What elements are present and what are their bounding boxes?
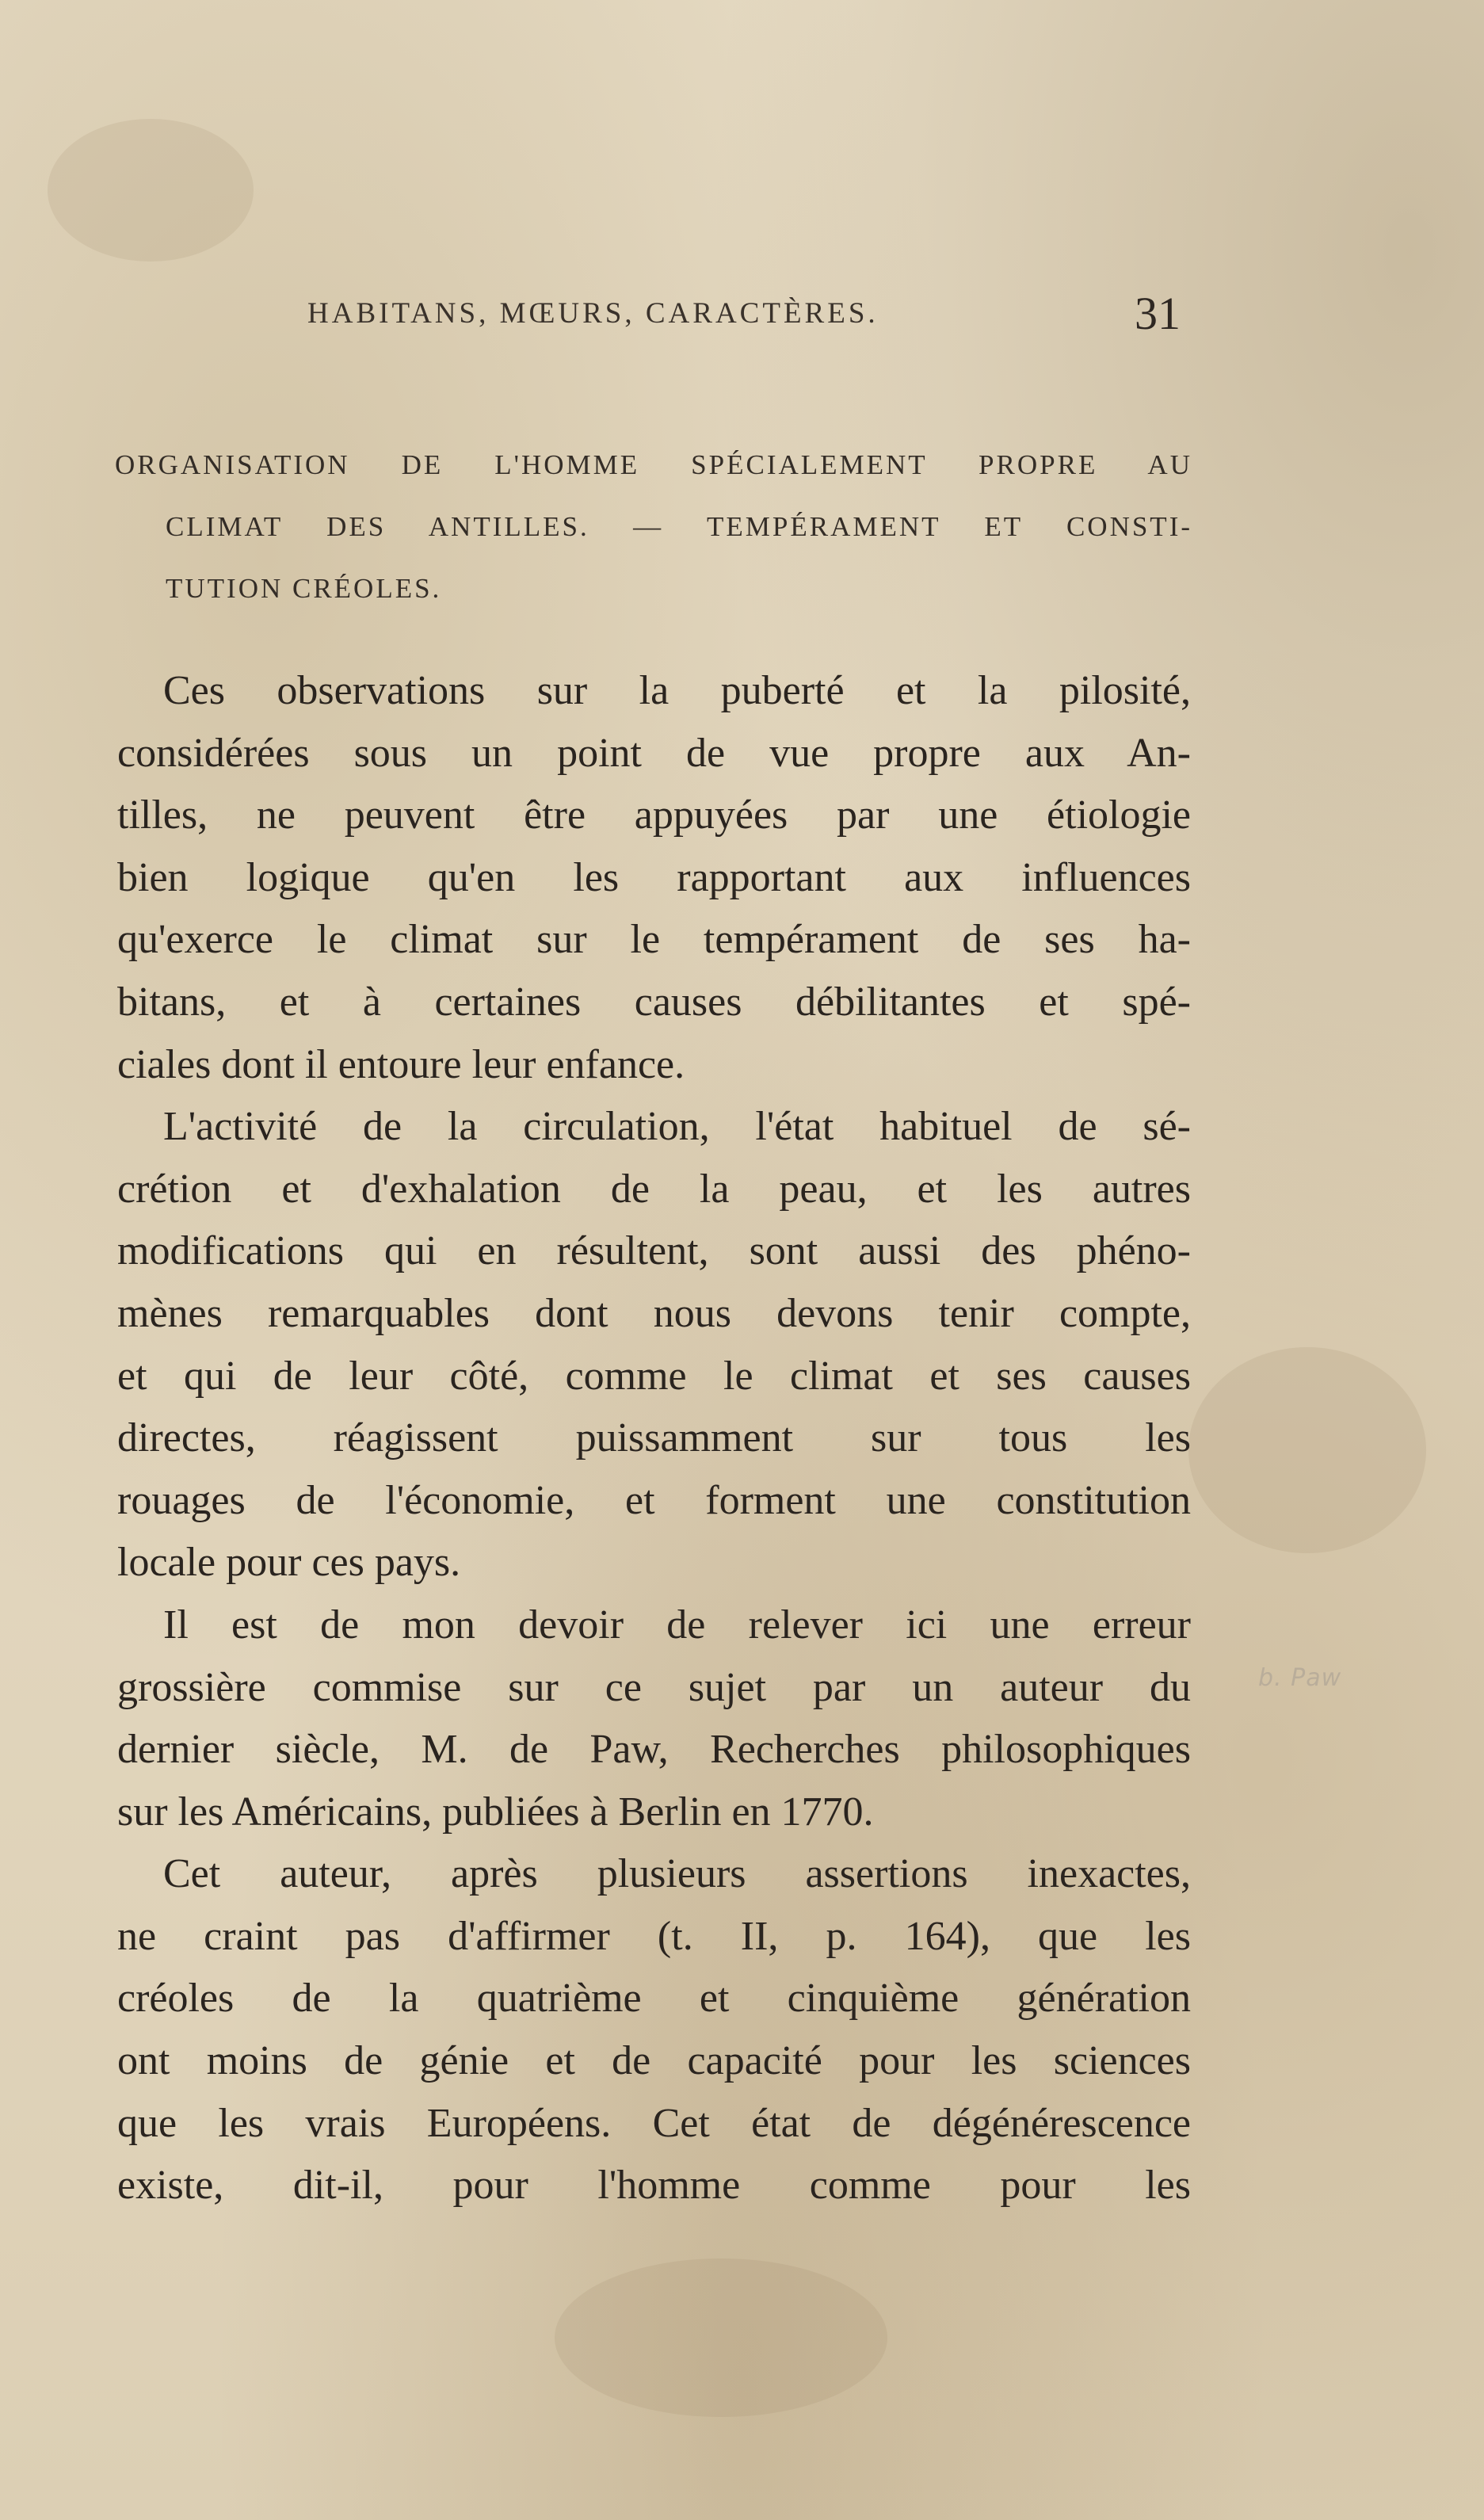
text-line: dernier siècle, M. de Paw, Recherches philosophiques bbox=[117, 1727, 1191, 1773]
heading-line: TUTION CRÉOLES. bbox=[166, 573, 442, 604]
text-line: ciales dont il entoure leur enfance. bbox=[117, 1041, 685, 1087]
text-line: et qui de leur côté, comme le climat et ses causes bbox=[117, 1353, 1191, 1399]
heading-line: ORGANISATION DE L'HOMME SPÉCIALEMENT PROPRE AU bbox=[115, 449, 1192, 480]
text-line: locale pour ces pays. bbox=[117, 1540, 461, 1586]
page-number: 31 bbox=[1135, 288, 1181, 339]
text-line: rouages de l'économie, et forment une constitution bbox=[117, 1477, 1191, 1523]
running-head bbox=[119, 287, 1181, 342]
text-line: directes, réagissent puissamment sur tous les bbox=[117, 1415, 1191, 1461]
text-line: existe, dit-il, pour l'homme comme pour les bbox=[117, 2163, 1191, 2209]
text-line: Il est de mon devoir de relever ici une erreur bbox=[163, 1602, 1191, 1648]
section-heading bbox=[115, 434, 1192, 620]
text-line: L'activité de la circulation, l'état habituel de sé- bbox=[163, 1104, 1191, 1150]
text-line: que les vrais Européens. Cet état de dégénérescence bbox=[117, 2100, 1191, 2146]
running-title: HABITANS, MŒURS, CARACTÈRES. bbox=[307, 297, 879, 330]
text-line: qu'exerce le climat sur le tempérament de ses ha- bbox=[117, 917, 1191, 963]
text-line: ont moins de génie et de capacité pour les sciences bbox=[117, 2038, 1191, 2084]
paper-stain bbox=[48, 119, 254, 262]
paper-stain bbox=[1188, 1347, 1426, 1553]
text-line: tilles, ne peuvent être appuyées par une étiologie bbox=[117, 792, 1191, 838]
body-text bbox=[117, 660, 1191, 2217]
text-line: considérées sous un point de vue propre aux An- bbox=[117, 730, 1191, 776]
margin-note: b. Paw bbox=[1258, 1664, 1342, 1692]
text-line: Cet auteur, après plusieurs assertions inexactes, bbox=[163, 1851, 1191, 1897]
text-line: créoles de la quatrième et cinquième génération bbox=[117, 1976, 1191, 2022]
text-line: mènes remarquables dont nous devons tenir compte, bbox=[117, 1290, 1191, 1336]
text-line: modifications qui en résultent, sont aussi des phéno- bbox=[117, 1228, 1191, 1274]
paper-stain bbox=[555, 2258, 887, 2417]
text-line: ne craint pas d'affirmer (t. II, p. 164), que les bbox=[117, 1913, 1191, 1959]
text-line: bitans, et à certaines causes débilitantes et spé- bbox=[117, 979, 1191, 1025]
text-line: grossière commise sur ce sujet par un auteur du bbox=[117, 1664, 1191, 1710]
text-line: Ces observations sur la puberté et la pilosité, bbox=[163, 668, 1191, 713]
text-line: bien logique qu'en les rapportant aux influences bbox=[117, 854, 1191, 900]
heading-line: CLIMAT DES ANTILLES. — TEMPÉRAMENT ET CONSTI- bbox=[166, 511, 1192, 542]
text-line: crétion et d'exhalation de la peau, et les autres bbox=[117, 1166, 1191, 1212]
text-line: sur les Américains, publiées à Berlin en 1770. bbox=[117, 1789, 874, 1835]
